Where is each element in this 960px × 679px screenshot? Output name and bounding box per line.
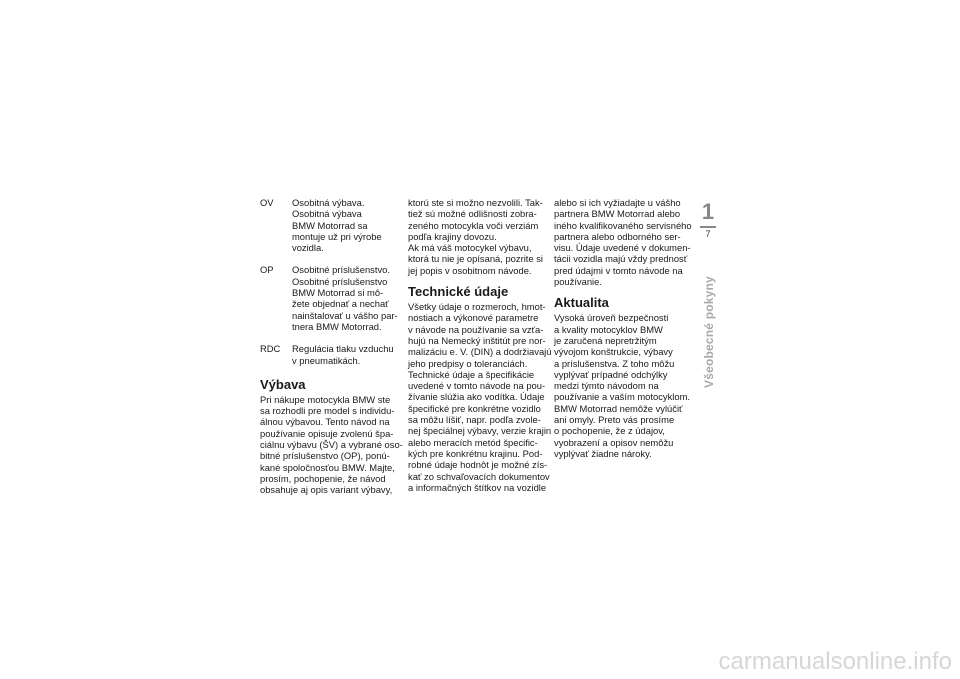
text-line: montuje už pri výrobe xyxy=(292,230,382,242)
text-line: Všetky údaje o rozmeroch, hmot- xyxy=(408,301,546,313)
column-3 xyxy=(554,197,690,459)
text-line: vyplývať žiadne nároky. xyxy=(554,447,652,459)
abbreviation-code: RDC xyxy=(260,343,281,355)
text-line: alebo si ich vyžiadajte u vášho xyxy=(554,197,681,208)
text-line: vozidla. xyxy=(292,242,324,254)
text-line: kať zo schvaľovacích dokumentov xyxy=(408,470,550,482)
abbreviation-definition xyxy=(292,264,402,332)
text-line: je zaručená nepretržitým xyxy=(554,334,657,346)
section-heading-aktualita: Aktualita xyxy=(554,295,609,311)
text-line: medzi týmto návodom na xyxy=(554,380,659,392)
chapter-divider xyxy=(700,226,716,228)
text-line: používanie opisuje zvolenú špa- xyxy=(260,427,394,439)
text-line: kané spoločnosťou BMW. Majte, xyxy=(260,461,395,473)
abbreviation-definition xyxy=(292,343,402,366)
text-line: vyplývať prípadné odchýlky xyxy=(554,368,668,380)
text-line: nainštalovať u vášho par- xyxy=(292,309,398,321)
text-line: žívanie slúžia ako vodítka. Údaje xyxy=(408,391,545,403)
text-line: ktorú ste si možno nezvolili. Tak- xyxy=(408,197,543,208)
chapter-number: 1 xyxy=(701,199,715,224)
text-line: bitné príslušenstvo (OP), ponú- xyxy=(260,450,390,462)
text-line: ani omyly. Preto vás prosíme xyxy=(554,414,675,426)
text-line: pred údajmi v tomto návode na xyxy=(554,264,683,276)
text-line: Ak má váš motocykel výbavu, xyxy=(408,242,532,254)
text-line: podľa krajiny dovozu. xyxy=(408,230,497,242)
text-line: jeho predpisy o toleranciách. xyxy=(408,357,528,369)
text-line: ciálnu výbavu (ŠV) a vybrané oso- xyxy=(260,439,403,451)
section-heading-technicke-udaje: Technické údaje xyxy=(408,284,509,300)
abbreviation-code: OV xyxy=(260,197,274,208)
technicke-udaje-continued-paragraph xyxy=(554,197,690,287)
abbreviation-ov xyxy=(260,197,402,253)
text-line: Vysoká úroveň bezpečnosti xyxy=(554,312,669,324)
text-line: malizáciu e. V. (DIN) a dodržiavajú xyxy=(408,346,552,358)
text-line: Osobitné príslušenstvo. xyxy=(292,264,390,276)
text-line: tácii vozidla majú vždy prednosť xyxy=(554,253,688,265)
text-line: sa rozhodli pre model s individu- xyxy=(260,405,395,417)
text-line: vyobrazení a opisov nemôžu xyxy=(554,436,674,448)
vybava-paragraph xyxy=(260,394,402,496)
chapter-tab xyxy=(697,198,719,267)
abbreviation-code: OP xyxy=(260,264,274,276)
text-line: zeného motocykla voči verziám xyxy=(408,219,539,231)
text-line: partnera BMW Motorrad alebo xyxy=(554,208,681,220)
text-line: BMW Motorrad sa xyxy=(292,219,368,231)
text-line: Regulácia tlaku vzduchu xyxy=(292,343,394,355)
text-line: obsahuje aj opis variant výbavy, xyxy=(260,484,393,496)
text-line: ktorá tu nie je opísaná, pozrite si xyxy=(408,253,543,265)
text-line: kých pre konkrétnu krajinu. Pod- xyxy=(408,447,543,459)
text-line: Pri nákupe motocykla BMW ste xyxy=(260,393,391,405)
watermark: carmanualsonline.info xyxy=(718,648,952,675)
text-line: Technické údaje a špecifikácie xyxy=(408,368,535,380)
text-line: BMW Motorrad si mô- xyxy=(292,287,384,299)
abbreviation-definition xyxy=(292,197,402,253)
text-line: hujú na Nemecký inštitút pre nor- xyxy=(408,334,546,346)
text-line: alebo meracích metód špecific- xyxy=(408,436,538,448)
text-line: álnou výbavou. Tento návod na xyxy=(260,416,390,428)
section-heading-vybava: Výbava xyxy=(260,376,306,392)
text-line: jej popis v osobitnom návode. xyxy=(408,264,532,276)
text-line: prosím, pochopenie, že návod xyxy=(260,472,386,484)
text-line: používanie a vaším motocyklom. xyxy=(554,391,690,403)
text-line: špecifické pre konkrétne vozidlo xyxy=(408,402,541,414)
text-line: a kvality motocyklov BMW xyxy=(554,323,663,335)
text-line: vývojom konštrukcie, výbavy xyxy=(554,346,673,358)
aktualita-paragraph xyxy=(554,312,690,459)
text-line: a informačných štítkov na vozidle xyxy=(408,481,547,493)
text-line: v pneumatikách. xyxy=(292,354,361,366)
technicke-udaje-paragraph xyxy=(408,301,552,493)
text-line: robné údaje hodnôt je možné zís- xyxy=(408,459,548,471)
text-line: nej špeciálnej výbavy, verzie krajin xyxy=(408,425,552,437)
text-line: visu. Údaje uvedené v dokumen- xyxy=(554,242,691,254)
text-line: o pochopenie, že z údajov, xyxy=(554,425,665,437)
text-line: Osobitná výbava. xyxy=(292,197,365,208)
text-line: žete objednať a nechať xyxy=(292,298,389,310)
text-line: používanie. xyxy=(554,276,602,288)
page-number: 7 xyxy=(705,229,711,239)
text-line: Osobitná výbava xyxy=(292,208,362,220)
text-line: iného kvalifikovaného servisného xyxy=(554,219,692,231)
text-line: a príslušenstva. Z toho môžu xyxy=(554,357,675,369)
text-line: sa môžu líšiť, napr. podľa zvole- xyxy=(408,414,541,426)
text-line: v návode na používanie sa vzťa- xyxy=(408,323,544,335)
column-2 xyxy=(408,197,552,493)
chapter-title-vertical: Všeobecné pokyny xyxy=(702,276,716,388)
abbreviation-rdc xyxy=(260,343,402,366)
text-line: tiež sú možné odlišnosti zobra- xyxy=(408,208,537,220)
abbreviation-op xyxy=(260,264,402,332)
vybava-continued-paragraph xyxy=(408,197,546,276)
text-line: BMW Motorrad nemôže vylúčiť xyxy=(554,402,683,414)
column-1 xyxy=(260,197,402,496)
text-line: partnera alebo odborného ser- xyxy=(554,230,681,242)
text-line: Osobitné príslušenstvo xyxy=(292,275,388,287)
text-line: uvedené v tomto návode na pou- xyxy=(408,380,546,392)
text-line: nostiach a výkonové parametre xyxy=(408,312,539,324)
text-line: tnera BMW Motorrad. xyxy=(292,320,382,332)
